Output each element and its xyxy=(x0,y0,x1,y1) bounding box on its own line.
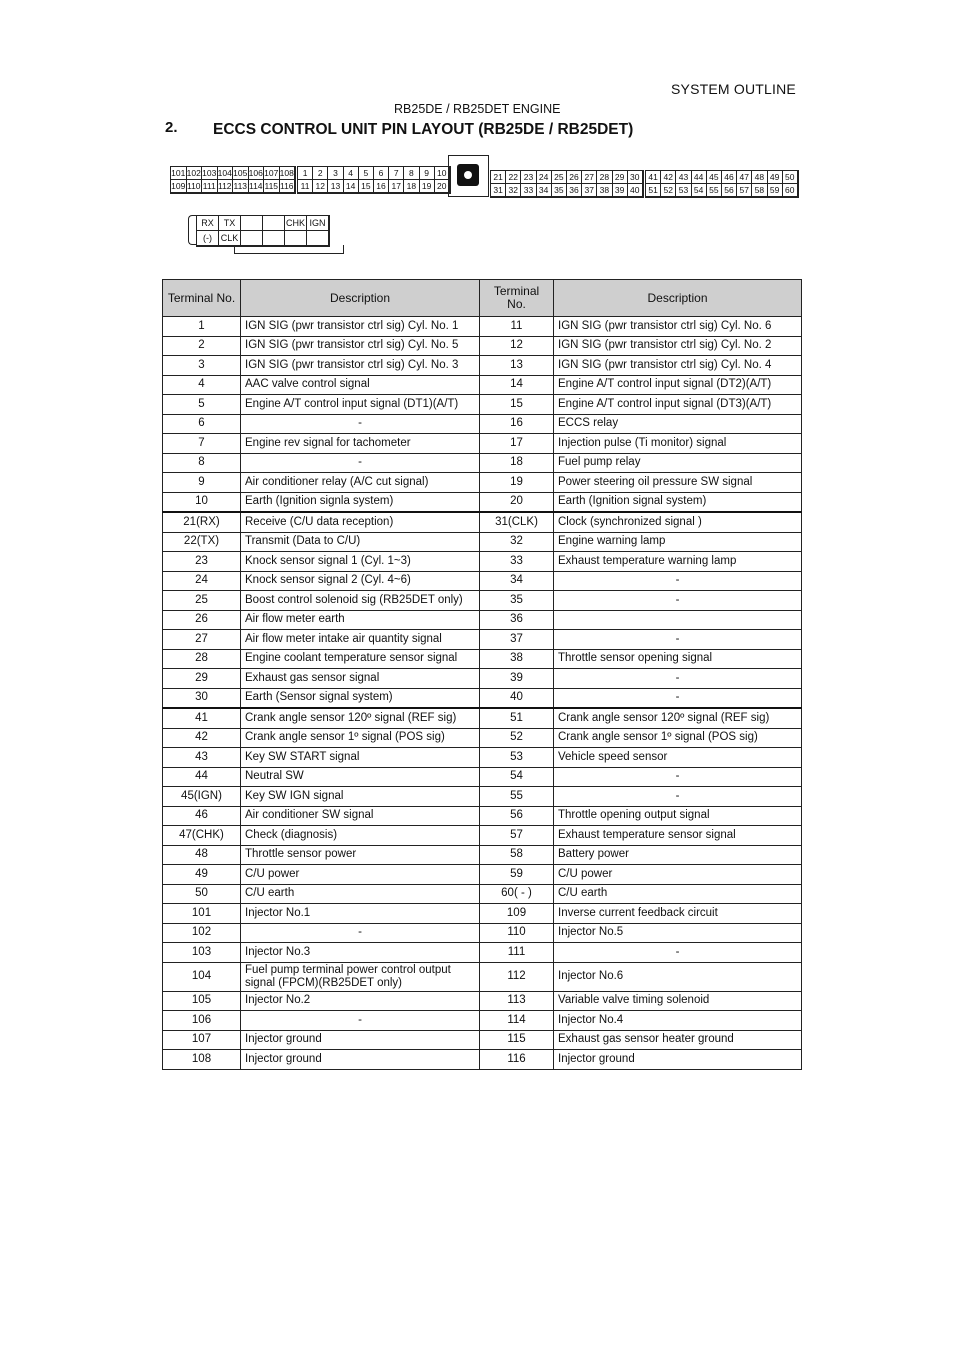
terminal-number-cell: 12 xyxy=(480,336,554,356)
description-cell: - xyxy=(241,414,480,434)
terminal-number-cell: 114 xyxy=(480,1011,554,1031)
description-cell: Crank angle sensor 120º signal (REF sig) xyxy=(241,708,480,728)
terminal-number-cell: 52 xyxy=(480,728,554,748)
description-cell: Engine A/T control input signal (DT2)(A/T) xyxy=(554,375,802,395)
connector-key-icon xyxy=(457,164,479,186)
description-cell: Injector No.1 xyxy=(241,904,480,924)
table-row xyxy=(163,767,802,787)
connector-pin: 36 xyxy=(567,184,582,197)
table-header-row xyxy=(163,280,802,317)
terminal-number-cell: 112 xyxy=(480,962,554,991)
terminal-number-cell: 51 xyxy=(480,708,554,728)
connector-pin: 51 xyxy=(646,184,661,197)
description-cell: - xyxy=(554,669,802,689)
terminal-number-cell: 23 xyxy=(163,552,241,572)
terminal-number-cell: 7 xyxy=(163,434,241,454)
table-row xyxy=(163,512,802,532)
connector-pin: 102 xyxy=(186,168,201,178)
terminal-number-cell: 16 xyxy=(480,414,554,434)
terminal-number-cell: 32 xyxy=(480,532,554,552)
table-row xyxy=(163,591,802,611)
connector-pin: 14 xyxy=(344,180,359,193)
table-row xyxy=(163,943,802,963)
connector-pin: 57 xyxy=(737,184,752,197)
connector-pin: 2 xyxy=(313,167,328,180)
description-cell: Knock sensor signal 2 (Cyl. 4~6) xyxy=(241,571,480,591)
description-cell: Injector No.6 xyxy=(554,962,802,991)
description-cell: Exhaust temperature sensor signal xyxy=(554,826,802,846)
connector-pin: 105 xyxy=(233,168,248,178)
section-title: ECCS CONTROL UNIT PIN LAYOUT (RB25DE / RB25DET) xyxy=(213,121,634,138)
connector-pin: 114 xyxy=(248,181,263,191)
description-cell: Key SW START signal xyxy=(241,748,480,768)
connector-pin: 34 xyxy=(537,184,552,197)
terminal-number-cell: 26 xyxy=(163,610,241,630)
terminal-number-cell: 19 xyxy=(480,473,554,493)
terminal-number-cell: 44 xyxy=(163,767,241,787)
terminal-number-cell: 50 xyxy=(163,884,241,904)
header-description: Description xyxy=(554,280,802,317)
description-cell: Inverse current feedback circuit xyxy=(554,904,802,924)
description-cell: Vehicle speed sensor xyxy=(554,748,802,768)
connector-pin: 28 xyxy=(597,171,612,184)
connector-pin: 32 xyxy=(506,184,521,197)
description-cell: - xyxy=(554,591,802,611)
terminal-number-cell: 27 xyxy=(163,630,241,650)
terminal-number-cell: 40 xyxy=(480,688,554,708)
terminal-number-cell: 24 xyxy=(163,571,241,591)
terminal-number-cell: 10 xyxy=(163,492,241,512)
terminal-number-cell: 48 xyxy=(163,845,241,865)
table-row xyxy=(163,552,802,572)
connector-pin: 45 xyxy=(707,171,722,184)
connector-pin: 108 xyxy=(279,168,294,178)
connector-pin: 47 xyxy=(737,171,752,184)
description-cell: Crank angle sensor 120º signal (REF sig) xyxy=(554,708,802,728)
terminal-number-cell: 22(TX) xyxy=(163,532,241,552)
terminal-number-cell: 43 xyxy=(163,748,241,768)
table-row xyxy=(163,728,802,748)
connector-pin: 19 xyxy=(420,180,435,193)
table-row xyxy=(163,571,802,591)
connector-pin: 40 xyxy=(628,184,643,197)
table-row xyxy=(163,748,802,768)
terminal-number-cell: 14 xyxy=(480,375,554,395)
description-cell: - xyxy=(241,923,480,943)
connector-block-101-116 xyxy=(170,166,296,194)
terminal-number-cell: 47(CHK) xyxy=(163,826,241,846)
terminal-number-cell: 59 xyxy=(480,865,554,885)
terminal-number-cell: 11 xyxy=(480,317,554,337)
connector-pin: 16 xyxy=(374,180,389,193)
description-cell: Injector No.5 xyxy=(554,923,802,943)
connector-pin: 29 xyxy=(613,171,628,184)
table-row xyxy=(163,923,802,943)
description-cell: Exhaust temperature warning lamp xyxy=(554,552,802,572)
description-cell: - xyxy=(554,767,802,787)
connector-pin: 115 xyxy=(264,181,279,191)
connector-pin: 13 xyxy=(328,180,343,193)
connector-block-41-60 xyxy=(645,170,799,198)
connector-pin: 110 xyxy=(186,181,201,191)
table-row xyxy=(163,317,802,337)
terminal-number-cell: 53 xyxy=(480,748,554,768)
description-cell: Throttle sensor power xyxy=(241,845,480,865)
connector-pin: 59 xyxy=(768,184,783,197)
description-cell: Air flow meter earth xyxy=(241,610,480,630)
diag-pin xyxy=(263,231,285,246)
description-cell: Crank angle sensor 1º signal (POS sig) xyxy=(554,728,802,748)
diag-pin xyxy=(263,216,285,231)
description-cell: Engine coolant temperature sensor signal xyxy=(241,649,480,669)
description-cell: IGN SIG (pwr transistor ctrl sig) Cyl. No. 3 xyxy=(241,356,480,376)
table-row xyxy=(163,453,802,473)
header-terminal-no: Terminal No. xyxy=(163,280,241,317)
connector-pin: 24 xyxy=(537,171,552,184)
description-cell: Knock sensor signal 1 (Cyl. 1~3) xyxy=(241,552,480,572)
connector-pin: 43 xyxy=(676,171,691,184)
connector-pin: 12 xyxy=(313,180,328,193)
terminal-number-cell: 17 xyxy=(480,434,554,454)
description-cell: C/U power xyxy=(241,865,480,885)
terminal-number-cell: 107 xyxy=(163,1030,241,1050)
terminal-number-cell: 45(IGN) xyxy=(163,787,241,807)
connector-pin: 9 xyxy=(420,167,435,180)
connector-pin: 44 xyxy=(692,171,707,184)
description-cell: Key SW IGN signal xyxy=(241,787,480,807)
diag-pin xyxy=(285,231,307,246)
description-cell: Earth (Sensor signal system) xyxy=(241,688,480,708)
connector-pin: 41 xyxy=(646,171,661,184)
connector-pin: 35 xyxy=(552,184,567,197)
diag-pin: TX xyxy=(219,216,241,231)
description-cell: Check (diagnosis) xyxy=(241,826,480,846)
description-cell: Injector No.4 xyxy=(554,1011,802,1031)
terminal-number-cell: 9 xyxy=(163,473,241,493)
connector-pin: 17 xyxy=(389,180,404,193)
table-row xyxy=(163,806,802,826)
terminal-number-cell: 42 xyxy=(163,728,241,748)
description-cell: Air conditioner relay (A/C cut signal) xyxy=(241,473,480,493)
connector-pin: 23 xyxy=(521,171,536,184)
terminal-number-cell: 37 xyxy=(480,630,554,650)
table-row xyxy=(163,356,802,376)
connector-pin: 54 xyxy=(692,184,707,197)
description-cell: IGN SIG (pwr transistor ctrl sig) Cyl. No. 5 xyxy=(241,336,480,356)
connector-pin: 116 xyxy=(279,181,294,191)
connector-pin: 31 xyxy=(491,184,506,197)
table-row xyxy=(163,532,802,552)
connector-pin: 27 xyxy=(582,171,597,184)
table-row xyxy=(163,649,802,669)
terminal-number-cell: 38 xyxy=(480,649,554,669)
connector-pin: 30 xyxy=(628,171,643,184)
table-row xyxy=(163,962,802,991)
table-row xyxy=(163,395,802,415)
description-cell: IGN SIG (pwr transistor ctrl sig) Cyl. No. 6 xyxy=(554,317,802,337)
terminal-number-cell: 34 xyxy=(480,571,554,591)
terminal-number-cell: 28 xyxy=(163,649,241,669)
description-cell: Power steering oil pressure SW signal xyxy=(554,473,802,493)
terminal-number-cell: 15 xyxy=(480,395,554,415)
description-cell: IGN SIG (pwr transistor ctrl sig) Cyl. No. 2 xyxy=(554,336,802,356)
connector-pin: 55 xyxy=(707,184,722,197)
description-cell: Earth (Ignition signal system) xyxy=(554,492,802,512)
terminal-number-cell: 25 xyxy=(163,591,241,611)
connector-pin: 15 xyxy=(359,180,374,193)
diag-pin: IGN xyxy=(307,216,329,231)
connector-block-1-20 xyxy=(297,166,451,194)
terminal-number-cell: 21(RX) xyxy=(163,512,241,532)
engine-subtitle: RB25DE / RB25DET ENGINE xyxy=(394,102,561,116)
terminal-number-cell: 55 xyxy=(480,787,554,807)
description-cell: Fuel pump terminal power control output signal (FPCM)(RB25DET only) xyxy=(241,962,480,991)
connector-pin: 11 xyxy=(298,180,313,193)
connector-pin: 33 xyxy=(521,184,536,197)
description-cell: C/U earth xyxy=(241,884,480,904)
connector-pin: 53 xyxy=(676,184,691,197)
description-cell: Earth (Ignition signla system) xyxy=(241,492,480,512)
table-row xyxy=(163,787,802,807)
terminal-number-cell: 46 xyxy=(163,806,241,826)
description-cell: - xyxy=(554,688,802,708)
connector-pin: 101 xyxy=(171,168,186,178)
table-row xyxy=(163,630,802,650)
terminal-number-cell: 39 xyxy=(480,669,554,689)
terminal-number-cell: 116 xyxy=(480,1050,554,1070)
description-cell: Boost control solenoid sig (RB25DET only) xyxy=(241,591,480,611)
description-cell: Injector ground xyxy=(241,1030,480,1050)
connector-key xyxy=(448,155,489,197)
table-row xyxy=(163,1030,802,1050)
table-row xyxy=(163,414,802,434)
connector-pin: 18 xyxy=(404,180,419,193)
table-row xyxy=(163,865,802,885)
connector-pin: 112 xyxy=(217,181,232,191)
connector-pin: 111 xyxy=(202,181,216,191)
section-number: 2. xyxy=(165,119,178,136)
description-cell: Injection pulse (Ti monitor) signal xyxy=(554,434,802,454)
terminal-number-cell: 109 xyxy=(480,904,554,924)
diag-pin xyxy=(307,231,329,246)
description-cell: - xyxy=(554,630,802,650)
description-cell: Variable valve timing solenoid xyxy=(554,991,802,1011)
diag-pin: CHK xyxy=(285,216,307,231)
terminal-number-cell: 60( - ) xyxy=(480,884,554,904)
description-cell: Injector ground xyxy=(554,1050,802,1070)
terminal-number-cell: 13 xyxy=(480,356,554,376)
description-cell: AAC valve control signal xyxy=(241,375,480,395)
connector-pin: 22 xyxy=(506,171,521,184)
terminal-number-cell: 106 xyxy=(163,1011,241,1031)
connector-pin: 3 xyxy=(328,167,343,180)
description-cell: Exhaust gas sensor signal xyxy=(241,669,480,689)
terminal-number-cell: 20 xyxy=(480,492,554,512)
description-cell: Injector ground xyxy=(241,1050,480,1070)
diag-pin: (-) xyxy=(197,231,219,246)
table-row xyxy=(163,375,802,395)
terminal-number-cell: 35 xyxy=(480,591,554,611)
connector-pin: 7 xyxy=(389,167,404,180)
table-row xyxy=(163,991,802,1011)
description-cell: Transmit (Data to C/U) xyxy=(241,532,480,552)
terminal-number-cell: 58 xyxy=(480,845,554,865)
diag-pin: RX xyxy=(197,216,219,231)
description-cell: Air conditioner SW signal xyxy=(241,806,480,826)
terminal-number-cell: 103 xyxy=(163,943,241,963)
terminal-number-cell: 8 xyxy=(163,453,241,473)
table-row xyxy=(163,473,802,493)
connector-pin: 38 xyxy=(597,184,612,197)
description-cell: - xyxy=(554,787,802,807)
description-cell: Fuel pump relay xyxy=(554,453,802,473)
table-row xyxy=(163,688,802,708)
table-row xyxy=(163,1050,802,1070)
connector-pin: 56 xyxy=(722,184,737,197)
description-cell: - xyxy=(554,571,802,591)
connector-pin: 1 xyxy=(298,167,313,180)
terminal-number-cell: 29 xyxy=(163,669,241,689)
description-cell: Engine rev signal for tachometer xyxy=(241,434,480,454)
table-row xyxy=(163,845,802,865)
terminal-number-cell: 113 xyxy=(480,991,554,1011)
terminal-number-cell: 2 xyxy=(163,336,241,356)
connector-pin: 39 xyxy=(613,184,628,197)
terminal-number-cell: 104 xyxy=(163,962,241,991)
description-cell: C/U power xyxy=(554,865,802,885)
connector-pin: 106 xyxy=(248,168,263,178)
table-row xyxy=(163,669,802,689)
header-description: Description xyxy=(241,280,480,317)
terminal-number-cell: 18 xyxy=(480,453,554,473)
description-cell: Engine A/T control input signal (DT1)(A/T) xyxy=(241,395,480,415)
header-terminal-no: Terminal No. xyxy=(480,280,554,317)
description-cell: Engine warning lamp xyxy=(554,532,802,552)
description-cell: Exhaust gas sensor heater ground xyxy=(554,1030,802,1050)
table-row xyxy=(163,884,802,904)
terminal-number-cell: 111 xyxy=(480,943,554,963)
terminal-number-cell: 3 xyxy=(163,356,241,376)
connector-pin: 60 xyxy=(783,184,798,197)
description-cell: Throttle sensor opening signal xyxy=(554,649,802,669)
terminal-number-cell: 102 xyxy=(163,923,241,943)
diag-pin xyxy=(241,216,263,231)
connector-pin: 104 xyxy=(217,168,232,178)
description-cell: Air flow meter intake air quantity signal xyxy=(241,630,480,650)
terminal-number-cell: 30 xyxy=(163,688,241,708)
connector-pin: 20 xyxy=(435,180,450,193)
table-row xyxy=(163,434,802,454)
description-cell: Engine A/T control input signal (DT3)(A/T) xyxy=(554,395,802,415)
description-cell: IGN SIG (pwr transistor ctrl sig) Cyl. No. 1 xyxy=(241,317,480,337)
terminal-number-cell: 49 xyxy=(163,865,241,885)
connector-pin: 26 xyxy=(567,171,582,184)
description-cell: IGN SIG (pwr transistor ctrl sig) Cyl. No. 4 xyxy=(554,356,802,376)
table-row xyxy=(163,826,802,846)
table-row xyxy=(163,708,802,728)
connector-pin: 49 xyxy=(768,171,783,184)
connector-pin: 37 xyxy=(582,184,597,197)
connector-pin: 58 xyxy=(752,184,767,197)
description-cell: - xyxy=(554,943,802,963)
terminal-number-cell: 54 xyxy=(480,767,554,787)
connector-pin: 4 xyxy=(344,167,359,180)
connector-pin: 107 xyxy=(264,168,279,178)
description-cell: - xyxy=(241,1011,480,1031)
connector-pin: 52 xyxy=(661,184,676,197)
terminal-number-cell: 33 xyxy=(480,552,554,572)
connector-pin: 46 xyxy=(722,171,737,184)
terminal-number-cell: 1 xyxy=(163,317,241,337)
diag-pin xyxy=(241,231,263,246)
section-label: SYSTEM OUTLINE xyxy=(671,81,796,97)
description-cell: ECCS relay xyxy=(554,414,802,434)
connector-pin: 109 xyxy=(171,181,186,191)
description-cell: - xyxy=(241,453,480,473)
terminal-number-cell: 105 xyxy=(163,991,241,1011)
description-cell: Battery power xyxy=(554,845,802,865)
description-cell: Neutral SW xyxy=(241,767,480,787)
diagnosis-connector-pins xyxy=(196,215,330,247)
connector-pin: 42 xyxy=(661,171,676,184)
pin-layout-table xyxy=(162,279,802,1070)
connector-pin: 48 xyxy=(752,171,767,184)
table-row xyxy=(163,1011,802,1031)
diag-pin: CLK xyxy=(219,231,241,246)
table-row xyxy=(163,492,802,512)
terminal-number-cell: 56 xyxy=(480,806,554,826)
table-row xyxy=(163,904,802,924)
description-cell: Clock (synchronized signal ) xyxy=(554,512,802,532)
terminal-number-cell: 36 xyxy=(480,610,554,630)
table-row xyxy=(163,610,802,630)
terminal-number-cell: 115 xyxy=(480,1030,554,1050)
description-cell xyxy=(554,610,802,630)
connector-pin: 8 xyxy=(404,167,419,180)
description-cell: Throttle opening output signal xyxy=(554,806,802,826)
connector-pin: 103 xyxy=(202,168,217,178)
table-row xyxy=(163,336,802,356)
terminal-number-cell: 41 xyxy=(163,708,241,728)
terminal-number-cell: 31(CLK) xyxy=(480,512,554,532)
description-cell: Injector No.2 xyxy=(241,991,480,1011)
description-cell: Injector No.3 xyxy=(241,943,480,963)
connector-pin: 50 xyxy=(783,171,798,184)
terminal-number-cell: 4 xyxy=(163,375,241,395)
description-cell: Receive (C/U data reception) xyxy=(241,512,480,532)
connector-block-21-40 xyxy=(490,170,644,198)
connector-pin: 10 xyxy=(435,167,450,180)
terminal-number-cell: 101 xyxy=(163,904,241,924)
terminal-number-cell: 57 xyxy=(480,826,554,846)
terminal-number-cell: 108 xyxy=(163,1050,241,1070)
description-cell: Crank angle sensor 1º signal (POS sig) xyxy=(241,728,480,748)
terminal-number-cell: 110 xyxy=(480,923,554,943)
connector-pin: 5 xyxy=(359,167,374,180)
connector-pin: 113 xyxy=(233,181,248,191)
terminal-number-cell: 5 xyxy=(163,395,241,415)
connector-pin: 6 xyxy=(374,167,389,180)
connector-pin: 21 xyxy=(491,171,506,184)
terminal-number-cell: 6 xyxy=(163,414,241,434)
connector-pin: 25 xyxy=(552,171,567,184)
description-cell: C/U earth xyxy=(554,884,802,904)
